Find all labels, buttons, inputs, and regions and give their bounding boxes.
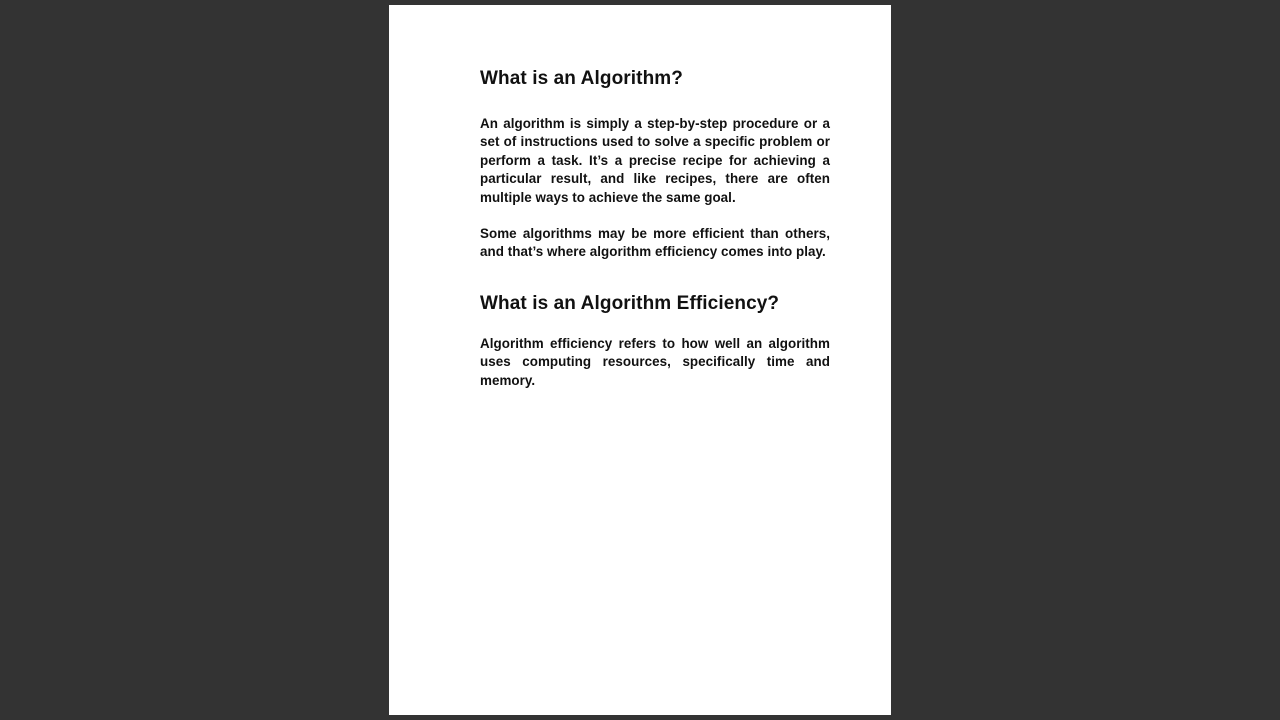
page-content	[480, 65, 830, 390]
paragraph-algorithm-efficiency-intro: Some algorithms may be more efficient than others, and that’s where algorithm efficiency comes into play.	[480, 226, 830, 260]
section-heading-efficiency: What is an Algorithm Efficiency?	[480, 292, 780, 314]
document-page	[389, 5, 891, 715]
paragraph-algorithm-definition: An algorithm is simply a step-by-step procedure or a set of instructions used to solve a specific problem or perform a task. It’s a precise recipe for achieving a particular result, and like recipes, there are often multiple ways to achieve the same goal.	[480, 116, 830, 205]
paragraph-efficiency-definition: Algorithm efficiency refers to how well an algorithm uses computing resources, specifically time and memory.	[480, 335, 830, 388]
section-heading-algorithm: What is an Algorithm?	[480, 68, 684, 89]
